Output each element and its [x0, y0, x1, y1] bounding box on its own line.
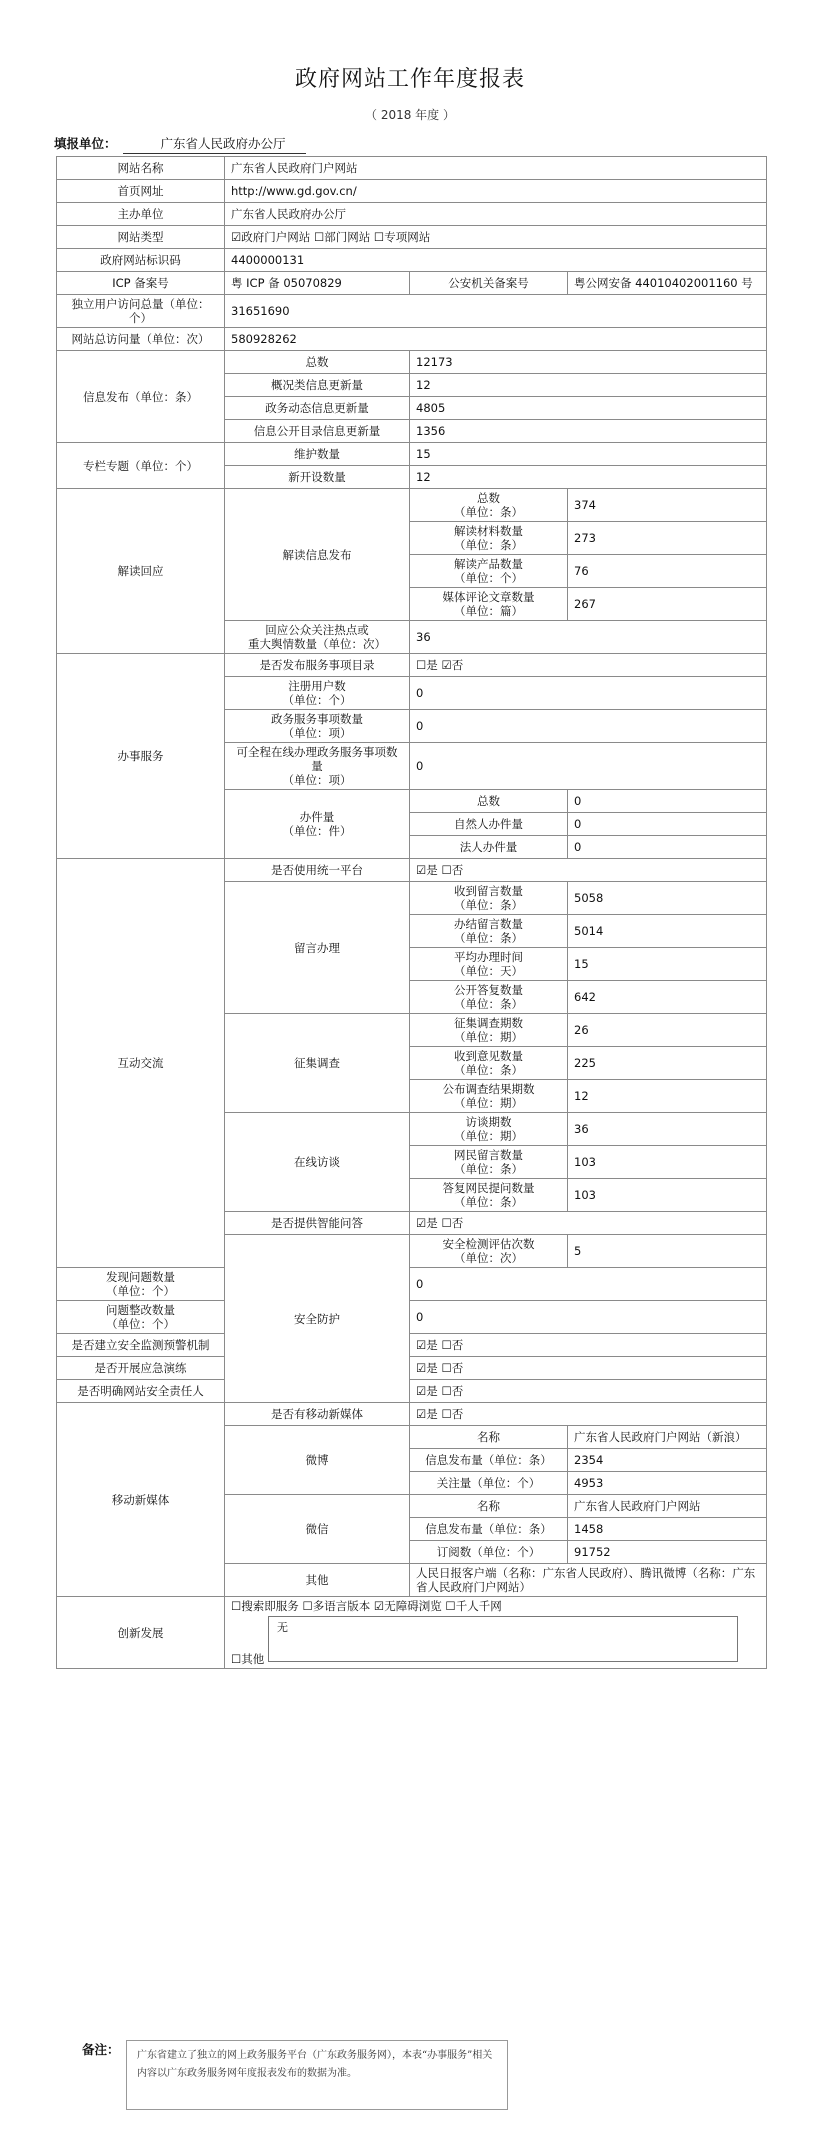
- cell-label: 解读信息发布: [225, 489, 410, 621]
- cell-label: 是否建立安全监测预警机制: [57, 1334, 225, 1357]
- table-row: [57, 1597, 767, 1669]
- cell-label: 注册用户数 （单位：个）: [225, 677, 410, 710]
- cell-value: 642: [568, 981, 767, 1014]
- table-row: [57, 1268, 767, 1301]
- cell-label: 可全程在线办理政务服务事项数量 （单位：项）: [225, 743, 410, 790]
- cell-label: 访谈期数 （单位：期）: [410, 1113, 568, 1146]
- cell-label: 政府网站标识码: [57, 249, 225, 272]
- cell-value: 76: [568, 555, 767, 588]
- reporting-unit: [54, 134, 306, 154]
- cell-value: 广东省人民政府门户网站（新浪）: [568, 1426, 767, 1449]
- cell-value: 267: [568, 588, 767, 621]
- cell-label: 概况类信息更新量: [225, 374, 410, 397]
- site-type-checkboxes[interactable]: ☑政府门户网站 ☐部门网站 ☐专项网站: [225, 226, 767, 249]
- cell-label: 是否发布服务事项目录: [225, 654, 410, 677]
- cell-value: 0: [568, 813, 767, 836]
- table-row: [57, 272, 767, 295]
- cell-label: 法人办件量: [410, 836, 568, 859]
- table-row: [57, 180, 767, 203]
- cell-label: ICP 备案号: [57, 272, 225, 295]
- cell-value: 0: [568, 790, 767, 813]
- cell-label: 平均办理时间 （单位：天）: [410, 948, 568, 981]
- cell-value: 粤公网安备 44010402001160 号: [568, 272, 767, 295]
- cell-label: 征集调查: [225, 1014, 410, 1113]
- other-checkbox[interactable]: ☐其他: [231, 1652, 265, 1666]
- cell-value: 12: [568, 1080, 767, 1113]
- table-row: [57, 157, 767, 180]
- table-row: [57, 203, 767, 226]
- cell-value: 0: [410, 743, 767, 790]
- cell-label: 发现问题数量 （单位：个）: [57, 1268, 225, 1301]
- cell-value: 广东省人民政府办公厅: [225, 203, 767, 226]
- innovation-other: [231, 1613, 760, 1666]
- cell-value: 91752: [568, 1541, 767, 1564]
- cell-label: 网站名称: [57, 157, 225, 180]
- cell-value: 1356: [410, 420, 767, 443]
- cell-label: 主办单位: [57, 203, 225, 226]
- cell-value: 5058: [568, 882, 767, 915]
- cell-label: 办结留言数量 （单位：条）: [410, 915, 568, 948]
- cell-label: 微博: [225, 1426, 410, 1495]
- cell-label: 解读产品数量 （单位：个）: [410, 555, 568, 588]
- cell-value: 0: [568, 836, 767, 859]
- cell-label: 留言办理: [225, 882, 410, 1014]
- cell-label: 信息发布量（单位：条）: [410, 1518, 568, 1541]
- cell-label: 安全检测评估次数 （单位：次）: [410, 1235, 568, 1268]
- cell-label: 网民留言数量 （单位：条）: [410, 1146, 568, 1179]
- cell-value: http://www.gd.gov.cn/: [225, 180, 767, 203]
- section-innovation: 创新发展: [57, 1597, 225, 1669]
- table-row: [57, 351, 767, 374]
- cell-value: 12173: [410, 351, 767, 374]
- responsible-checkboxes[interactable]: ☑是 ☐否: [410, 1380, 767, 1403]
- cell-label: 网站总访问量（单位：次）: [57, 328, 225, 351]
- cell-value: 103: [568, 1146, 767, 1179]
- cell-label: 是否有移动新媒体: [225, 1403, 410, 1426]
- table-row: [57, 654, 767, 677]
- cell-value: 225: [568, 1047, 767, 1080]
- cell-label: 政务服务事项数量 （单位：项）: [225, 710, 410, 743]
- cell-value: 36: [410, 621, 767, 654]
- cell-value: 12: [410, 466, 767, 489]
- cell-label: 征集调查期数 （单位：期）: [410, 1014, 568, 1047]
- cell-label: 微信: [225, 1495, 410, 1564]
- cell-value: 0: [410, 1268, 767, 1301]
- section-info: 信息发布（单位：条）: [57, 351, 225, 443]
- table-row: [57, 328, 767, 351]
- innovation-cell: [225, 1597, 767, 1669]
- drill-checkboxes[interactable]: ☑是 ☐否: [410, 1357, 767, 1380]
- warning-checkboxes[interactable]: ☑是 ☐否: [410, 1334, 767, 1357]
- report-year: （ 2018 年度 ）: [365, 108, 455, 122]
- table-row: [57, 489, 767, 522]
- cell-label: 问题整改数量 （单位：个）: [57, 1301, 225, 1334]
- new-media-checkboxes[interactable]: ☑是 ☐否: [410, 1403, 767, 1426]
- cell-label: 维护数量: [225, 443, 410, 466]
- cell-label: 公安机关备案号: [410, 272, 568, 295]
- cell-value: 2354: [568, 1449, 767, 1472]
- cell-label: 关注量（单位：个）: [410, 1472, 568, 1495]
- cell-value: 粤 ICP 备 05070829: [225, 272, 410, 295]
- cell-value: 广东省人民政府门户网站: [225, 157, 767, 180]
- cell-label: 是否使用统一平台: [225, 859, 410, 882]
- cell-value: 0: [410, 1301, 767, 1334]
- cell-label: 新开设数量: [225, 466, 410, 489]
- table-row: [57, 226, 767, 249]
- page-title: 政府网站工作年度报表: [294, 67, 525, 92]
- cell-value: 12: [410, 374, 767, 397]
- cell-label: 公布调查结果期数 （单位：期）: [410, 1080, 568, 1113]
- section-interact: 互动交流: [57, 859, 225, 1268]
- section-column: 专栏专题（单位：个）: [57, 443, 225, 489]
- platform-checkboxes[interactable]: ☑是 ☐否: [410, 859, 767, 882]
- cell-value: 4400000131: [225, 249, 767, 272]
- table-row: [57, 1334, 767, 1357]
- reporting-unit-label: 填报单位：: [54, 136, 117, 151]
- cell-label: 首页网址: [57, 180, 225, 203]
- table-row: [57, 295, 767, 328]
- cell-label: 总数: [225, 351, 410, 374]
- table-row: [57, 249, 767, 272]
- cell-label: 答复网民提问数量 （单位：条）: [410, 1179, 568, 1212]
- cell-label: 名称: [410, 1495, 568, 1518]
- cell-value: 580928262: [225, 328, 767, 351]
- section-service: 办事服务: [57, 654, 225, 859]
- cell-value: 15: [568, 948, 767, 981]
- cell-label: 是否明确网站安全责任人: [57, 1380, 225, 1403]
- table-row: [57, 859, 767, 882]
- cell-label: 回应公众关注热点或 重大舆情数量（单位：次）: [225, 621, 410, 654]
- table-row: [57, 1380, 767, 1403]
- reporting-unit-value: 广东省人民政府办公厅: [123, 134, 306, 154]
- cell-label: 总数 （单位：条）: [410, 489, 568, 522]
- cell-value: 4953: [568, 1472, 767, 1495]
- section-interpret: 解读回应: [57, 489, 225, 654]
- cell-label: 总数: [410, 790, 568, 813]
- cell-label: 信息发布量（单位：条）: [410, 1449, 568, 1472]
- innovation-checkboxes[interactable]: ☐搜索即服务 ☐多语言版本 ☑无障碍浏览 ☐千人千网: [231, 1599, 502, 1613]
- cell-label: 独立用户访问总量（单位：个）: [57, 295, 225, 328]
- cell-value: 15: [410, 443, 767, 466]
- cell-value: 5014: [568, 915, 767, 948]
- note-label: 备注：: [82, 2042, 120, 2057]
- cell-label: 媒体评论文章数量 （单位：篇）: [410, 588, 568, 621]
- cell-label: 收到意见数量 （单位：条）: [410, 1047, 568, 1080]
- table-row: [57, 443, 767, 466]
- cell-label: 订阅数（单位：个）: [410, 1541, 568, 1564]
- table-row: [57, 1357, 767, 1380]
- cell-value: 26: [568, 1014, 767, 1047]
- section-security: 安全防护: [225, 1235, 410, 1403]
- table-row: [57, 1403, 767, 1426]
- section-media: 移动新媒体: [57, 1403, 225, 1597]
- cell-label: 是否开展应急演练: [57, 1357, 225, 1380]
- cell-label: 解读材料数量 （单位：条）: [410, 522, 568, 555]
- cell-value: 4805: [410, 397, 767, 420]
- cell-label: 公开答复数量 （单位：条）: [410, 981, 568, 1014]
- cell-label: 信息公开目录信息更新量: [225, 420, 410, 443]
- cell-value: 人民日报客户端（名称：广东省人民政府）、腾讯微博（名称：广东省人民政府门户网站）: [410, 1564, 767, 1597]
- table-row: [57, 1301, 767, 1334]
- cell-value: 103: [568, 1179, 767, 1212]
- cell-label: 自然人办件量: [410, 813, 568, 836]
- smart-qa-checkboxes[interactable]: ☑是 ☐否: [410, 1212, 767, 1235]
- cell-value: 273: [568, 522, 767, 555]
- other-textbox[interactable]: 无: [268, 1616, 738, 1662]
- report-table: [56, 156, 767, 1669]
- cell-label: 名称: [410, 1426, 568, 1449]
- note-box: 广东省建立了独立的网上政务服务平台（广东政务服务网），本表“办事服务”相关内容以广东政务服务网年度报表发布的数据为准。: [126, 2040, 508, 2110]
- cell-value: 0: [410, 710, 767, 743]
- cell-value: 31651690: [225, 295, 767, 328]
- cell-value: 36: [568, 1113, 767, 1146]
- cell-label: 其他: [225, 1564, 410, 1597]
- cell-label: 是否提供智能问答: [225, 1212, 410, 1235]
- cell-value: 0: [410, 677, 767, 710]
- cell-label: 政务动态信息更新量: [225, 397, 410, 420]
- cell-label: 收到留言数量 （单位：条）: [410, 882, 568, 915]
- cell-value: 广东省人民政府门户网站: [568, 1495, 767, 1518]
- cell-label: 办件量 （单位：件）: [225, 790, 410, 859]
- cell-value: 1458: [568, 1518, 767, 1541]
- cell-label: 网站类型: [57, 226, 225, 249]
- cell-value: 5: [568, 1235, 767, 1268]
- cell-value: 374: [568, 489, 767, 522]
- catalog-checkboxes[interactable]: ☐是 ☑否: [410, 654, 767, 677]
- cell-label: 在线访谈: [225, 1113, 410, 1212]
